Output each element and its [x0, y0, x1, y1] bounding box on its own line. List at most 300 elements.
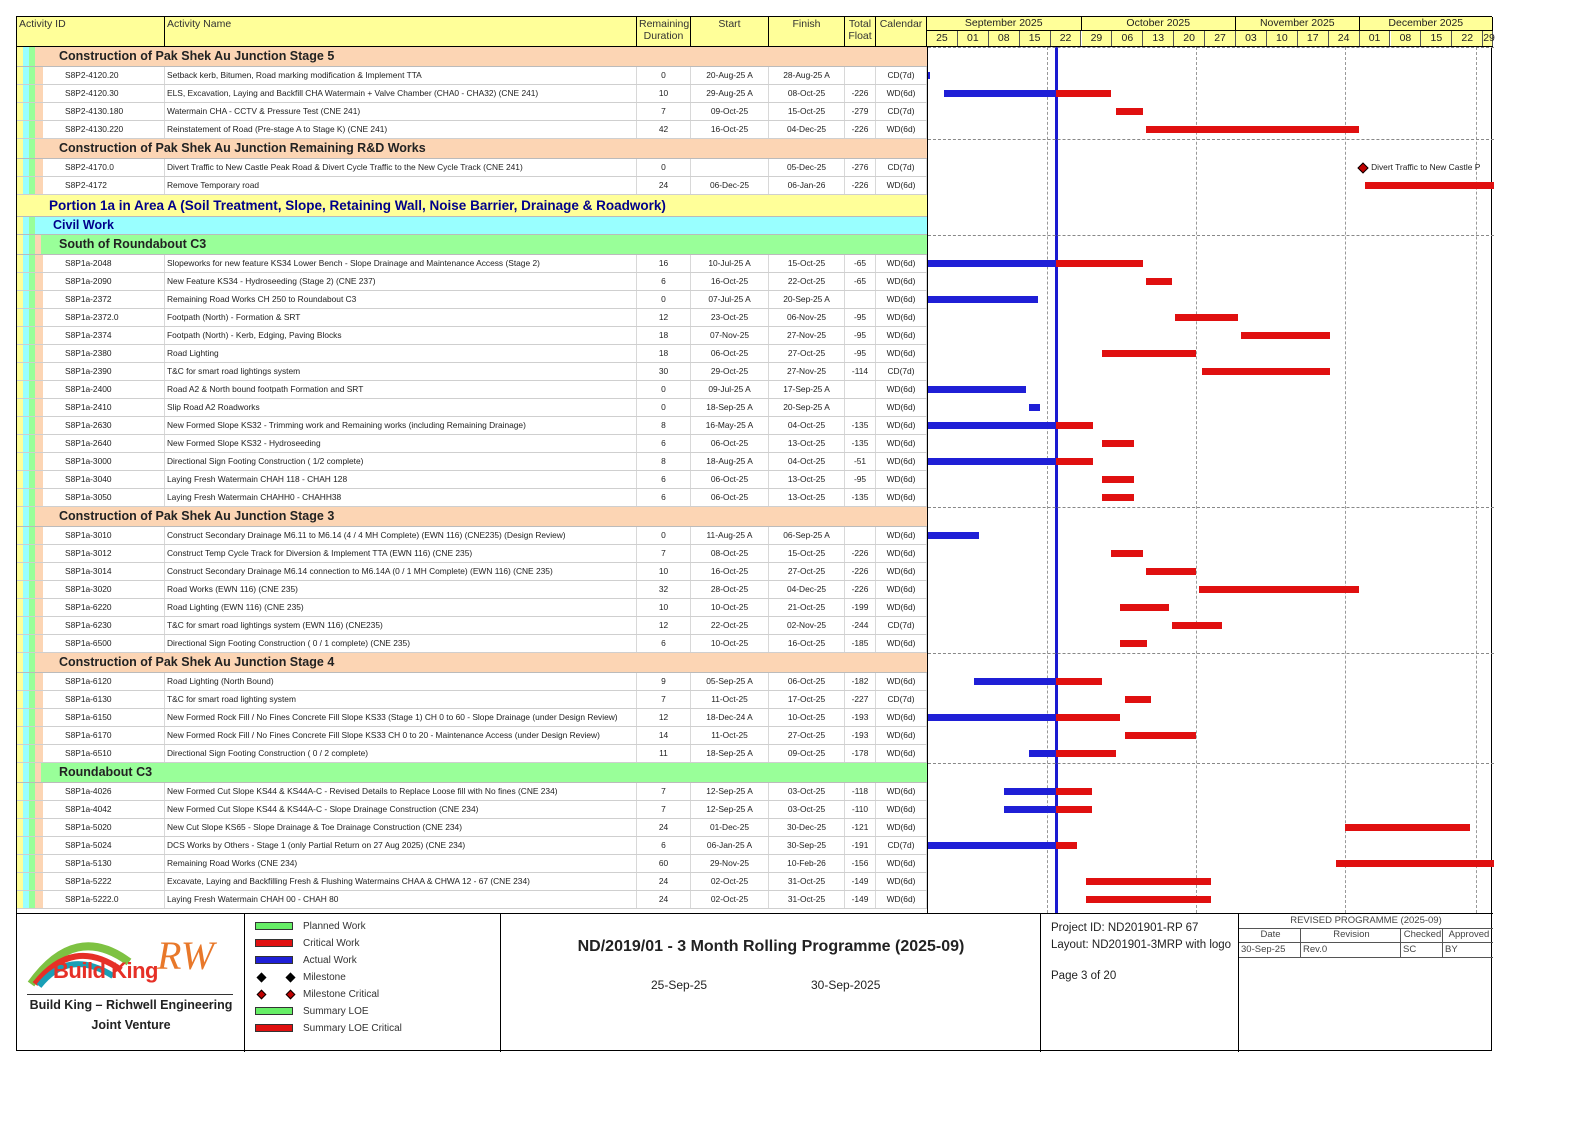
activity-row[interactable] [17, 801, 927, 819]
activity-row[interactable] [17, 691, 927, 709]
activity-row[interactable] [17, 471, 927, 489]
gantt-gridline [1476, 47, 1477, 913]
calendar: WD(6d) [876, 85, 927, 102]
actual-work-bar[interactable] [1029, 750, 1056, 757]
activity-name: T&C for smart road lightings system [165, 363, 637, 380]
start-date: 12-Sep-25 A [691, 801, 769, 818]
activity-id: S8P2-4120.30 [43, 85, 165, 102]
total-float: -178 [845, 745, 876, 762]
wbs-group-label: Construction of Pak Shek Au Junction Remaining R&D Works [59, 141, 426, 155]
activity-row[interactable] [17, 727, 927, 745]
timescale-month: November 2025 [1236, 17, 1360, 31]
activity-name: Road Lighting [165, 345, 637, 362]
start-date: 11-Oct-25 [691, 691, 769, 708]
activity-name: Road Works (EWN 116) (CNE 235) [165, 581, 637, 598]
critical-work-bar[interactable] [1125, 732, 1197, 739]
critical-work-bar[interactable] [1199, 586, 1358, 593]
activity-row[interactable] [17, 121, 927, 139]
critical-work-bar[interactable] [1125, 696, 1152, 703]
finish-date: 17-Oct-25 [769, 691, 845, 708]
critical-work-bar[interactable] [1111, 550, 1142, 557]
logo-wordmark: Build King [53, 958, 158, 983]
legend-label: Critical Work [303, 938, 360, 949]
company-name: Build King – Richwell Engineering [29, 998, 233, 1012]
critical-work-bar[interactable] [1365, 182, 1494, 189]
activity-row[interactable] [17, 819, 927, 837]
finish-date: 13-Oct-25 [769, 471, 845, 488]
legend-label: Summary LOE [303, 1006, 369, 1017]
critical-work-bar[interactable] [1056, 806, 1092, 813]
total-float: -191 [845, 837, 876, 854]
activity-name: Laying Fresh Watermain CHAHH0 - CHAHH38 [165, 489, 637, 506]
remaining-duration: 7 [637, 691, 691, 708]
critical-work-bar[interactable] [1056, 458, 1093, 465]
critical-work-bar[interactable] [1120, 604, 1169, 611]
activity-row[interactable] [17, 783, 927, 801]
finish-date: 13-Oct-25 [769, 435, 845, 452]
timescale-week: 13 [1143, 31, 1174, 46]
calendar: WD(6d) [876, 255, 927, 272]
critical-work-bar[interactable] [1056, 842, 1077, 849]
actual-work-bar[interactable] [928, 842, 1056, 849]
activity-row[interactable] [17, 891, 927, 909]
critical-work-bar[interactable] [1056, 260, 1142, 267]
wbs-group-label: South of Roundabout C3 [59, 237, 207, 251]
finish-date: 15-Oct-25 [769, 545, 845, 562]
timescale-month: September 2025 [927, 17, 1082, 31]
timescale-week: 15 [1421, 31, 1452, 46]
critical-work-bar[interactable] [1056, 714, 1120, 721]
activity-row[interactable] [17, 291, 927, 309]
remaining-duration: 7 [637, 783, 691, 800]
critical-work-bar[interactable] [1102, 440, 1133, 447]
total-float: -279 [845, 103, 876, 120]
calendar: WD(6d) [876, 745, 927, 762]
remaining-duration: 0 [637, 291, 691, 308]
activity-row[interactable] [17, 255, 927, 273]
calendar: WD(6d) [876, 563, 927, 580]
start-date: 09-Oct-25 [691, 103, 769, 120]
calendar: WD(6d) [876, 891, 927, 908]
finish-date: 03-Oct-25 [769, 801, 845, 818]
legend-diamond-icon [257, 990, 267, 1000]
finish-date: 21-Oct-25 [769, 599, 845, 616]
start-date: 06-Jan-25 A [691, 837, 769, 854]
activity-name: Construct Temp Cycle Track for Diversion & Implement TTA (EWN 116) (CNE 235) [165, 545, 637, 562]
activity-row[interactable] [17, 563, 927, 581]
revision-table [1239, 914, 1493, 1052]
calendar: WD(6d) [876, 309, 927, 326]
actual-work-bar[interactable] [928, 422, 1056, 429]
activity-name: Laying Fresh Watermain CHAH 118 - CHAH 128 [165, 471, 637, 488]
project-id: Project ID: ND201901-RP 67 [1051, 922, 1199, 934]
total-float: -227 [845, 691, 876, 708]
critical-work-bar[interactable] [1056, 788, 1092, 795]
activity-name: Road A2 & North bound footpath Formation and SRT [165, 381, 637, 398]
calendar: WD(6d) [876, 599, 927, 616]
calendar: WD(6d) [876, 819, 927, 836]
remaining-duration: 6 [637, 837, 691, 854]
calendar: WD(6d) [876, 581, 927, 598]
activity-id: S8P1a-6120 [43, 673, 165, 690]
total-float: -135 [845, 417, 876, 434]
activity-name: New Formed Cut Slope KS44 & KS44A-C - Revised Details to Replace Loose fill with No fines (CNE 234) [165, 783, 637, 800]
activity-id: S8P1a-3010 [43, 527, 165, 544]
finish-date: 04-Dec-25 [769, 121, 845, 138]
col-header-activity-name[interactable]: Activity Name [165, 17, 637, 46]
activity-row[interactable] [17, 103, 927, 121]
start-date: 08-Oct-25 [691, 545, 769, 562]
activity-row[interactable] [17, 837, 927, 855]
remaining-duration: 10 [637, 563, 691, 580]
calendar: CD(7d) [876, 617, 927, 634]
start-date: 06-Oct-25 [691, 345, 769, 362]
remaining-duration: 12 [637, 709, 691, 726]
activity-id: S8P1a-3050 [43, 489, 165, 506]
calendar: CD(7d) [876, 67, 927, 84]
remaining-duration: 30 [637, 363, 691, 380]
remaining-duration: 0 [637, 527, 691, 544]
start-date: 22-Oct-25 [691, 617, 769, 634]
activity-id: S8P1a-2372 [43, 291, 165, 308]
activity-id: S8P1a-6150 [43, 709, 165, 726]
total-float: -65 [845, 273, 876, 290]
total-float: -95 [845, 309, 876, 326]
activity-name: T&C for smart road lightings system (EWN 116) (CNE235) [165, 617, 637, 634]
total-float: -226 [845, 563, 876, 580]
activity-id: S8P1a-2640 [43, 435, 165, 452]
finish-date: 06-Sep-25 A [769, 527, 845, 544]
activity-name: Construct Secondary Drainage M6.11 to M6.14 (4 / 4 MH Complete) (EWN 116) (CNE235) (Design Review) [165, 527, 637, 544]
critical-work-bar[interactable] [1102, 494, 1133, 501]
wbs-group-row[interactable] [17, 47, 927, 67]
activity-name: New Formed Rock Fill / No Fines Concrete Fill Slope KS33 CH 0 to 20 - Maintenance Access (under Design Review) [165, 727, 637, 744]
critical-work-bar[interactable] [1102, 476, 1133, 483]
activity-row[interactable] [17, 545, 927, 563]
milestone-label: Divert Traffic to New Castle P [1371, 162, 1481, 172]
actual-work-bar[interactable] [928, 714, 1056, 721]
remaining-duration: 24 [637, 177, 691, 194]
remaining-duration: 18 [637, 327, 691, 344]
activity-id: S8P1a-2048 [43, 255, 165, 272]
activity-row[interactable] [17, 273, 927, 291]
activity-row[interactable] [17, 673, 927, 691]
col-header-calendar[interactable]: Calendar [876, 17, 927, 46]
start-date: 11-Oct-25 [691, 727, 769, 744]
total-float: -226 [845, 581, 876, 598]
calendar: WD(6d) [876, 727, 927, 744]
activity-row[interactable] [17, 709, 927, 727]
footer [17, 913, 1493, 1052]
finish-date: 27-Nov-25 [769, 363, 845, 380]
critical-work-bar[interactable] [1336, 860, 1494, 867]
activity-row[interactable] [17, 581, 927, 599]
col-header-total-float[interactable]: Total Float [845, 17, 876, 46]
total-float: -149 [845, 891, 876, 908]
critical-work-bar[interactable] [1146, 278, 1173, 285]
calendar: WD(6d) [876, 635, 927, 652]
timescale-week: 08 [989, 31, 1020, 46]
activity-row[interactable] [17, 345, 927, 363]
remaining-duration: 42 [637, 121, 691, 138]
activity-row[interactable] [17, 855, 927, 873]
activity-row[interactable] [17, 635, 927, 653]
activity-row[interactable] [17, 67, 927, 85]
layout-name: Layout: ND201901-3MRP with logo [1051, 939, 1232, 951]
total-float: -110 [845, 801, 876, 818]
start-date: 09-Jul-25 A [691, 381, 769, 398]
actual-work-bar[interactable] [974, 678, 1056, 685]
activity-row[interactable] [17, 177, 927, 195]
critical-work-bar[interactable] [1056, 750, 1116, 757]
remaining-duration: 7 [637, 801, 691, 818]
col-header-remaining-duration[interactable]: Remaining Duration [637, 17, 691, 46]
activity-row[interactable] [17, 617, 927, 635]
critical-work-bar[interactable] [1175, 314, 1238, 321]
total-float: -65 [845, 255, 876, 272]
start-date: 29-Oct-25 [691, 363, 769, 380]
legend-diamond-icon [286, 990, 296, 1000]
activity-name: Footpath (North) - Kerb, Edging, Paving Blocks [165, 327, 637, 344]
activity-row[interactable] [17, 309, 927, 327]
finish-date: 13-Oct-25 [769, 489, 845, 506]
activity-row[interactable] [17, 399, 927, 417]
actual-work-bar[interactable] [928, 386, 1026, 393]
col-header-activity-id[interactable]: Activity ID [17, 17, 165, 46]
actual-work-bar[interactable] [928, 532, 979, 539]
activity-id: S8P1a-5222 [43, 873, 165, 890]
start-date: 07-Nov-25 [691, 327, 769, 344]
actual-work-bar[interactable] [944, 90, 1056, 97]
gantt-group-divider [928, 763, 1494, 764]
start-date: 05-Sep-25 A [691, 673, 769, 690]
start-date: 06-Dec-25 [691, 177, 769, 194]
finish-date: 10-Feb-26 [769, 855, 845, 872]
revision-title: REVISED PROGRAMME (2025-09) [1239, 914, 1493, 929]
activity-row[interactable] [17, 363, 927, 381]
actual-work-bar[interactable] [928, 296, 1038, 303]
finish-date: 27-Oct-25 [769, 727, 845, 744]
activity-id: S8P1a-3012 [43, 545, 165, 562]
activity-name: Remaining Road Works (CNE 234) [165, 855, 637, 872]
activity-id: S8P1a-3014 [43, 563, 165, 580]
activity-row[interactable] [17, 599, 927, 617]
rev-header-checked: Checked [1401, 928, 1443, 943]
activity-name: New Formed Cut Slope KS44 & KS44A-C - Slope Drainage Construction (CNE 234) [165, 801, 637, 818]
col-header-start[interactable]: Start [691, 17, 769, 46]
actual-work-bar[interactable] [928, 458, 1056, 465]
start-date: 10-Oct-25 [691, 599, 769, 616]
legend-label: Milestone Critical [303, 989, 380, 1000]
finish-date: 09-Oct-25 [769, 745, 845, 762]
activity-id: S8P1a-5222.0 [43, 891, 165, 908]
critical-work-bar[interactable] [1116, 108, 1143, 115]
gantt-chart [927, 47, 1493, 913]
calendar: WD(6d) [876, 783, 927, 800]
calendar: WD(6d) [876, 855, 927, 872]
finish-date: 15-Oct-25 [769, 255, 845, 272]
remaining-duration: 10 [637, 599, 691, 616]
activity-id: S8P1a-2380 [43, 345, 165, 362]
legend-swatch [255, 922, 293, 930]
start-date: 16-Oct-25 [691, 273, 769, 290]
activity-id: S8P1a-4026 [43, 783, 165, 800]
critical-work-bar[interactable] [1202, 368, 1330, 375]
wbs-group-row[interactable] [17, 653, 927, 673]
critical-work-bar[interactable] [1056, 678, 1102, 685]
activity-name: Directional Sign Footing Construction ( 1/2 complete) [165, 453, 637, 470]
critical-work-bar[interactable] [1172, 622, 1221, 629]
critical-work-bar[interactable] [1146, 568, 1197, 575]
activity-name: Watermain CHA - CCTV & Pressure Test (CNE 241) [165, 103, 637, 120]
calendar: CD(7d) [876, 159, 927, 176]
legend-diamond-icon [286, 973, 296, 983]
activity-name: Footpath (North) - Formation & SRT [165, 309, 637, 326]
activity-name: ELS, Excavation, Laying and Backfill CHA Watermain + Valve Chamber (CHA0 - CHA32) (CNE 241) [165, 85, 637, 102]
calendar: WD(6d) [876, 801, 927, 818]
activity-row[interactable] [17, 417, 927, 435]
legend-label: Summary LOE Critical [303, 1023, 402, 1034]
critical-work-bar[interactable] [1086, 896, 1211, 903]
activity-id: S8P2-4120.20 [43, 67, 165, 84]
finish-date: 03-Oct-25 [769, 783, 845, 800]
activity-row[interactable] [17, 327, 927, 345]
company-subtitle: Joint Venture [91, 1018, 171, 1032]
critical-work-bar[interactable] [1345, 824, 1470, 831]
calendar: WD(6d) [876, 417, 927, 434]
wbs-group-row[interactable] [17, 139, 927, 159]
legend [245, 914, 501, 1052]
print-date: 25-Sep-25 [651, 978, 708, 992]
start-date: 11-Aug-25 A [691, 527, 769, 544]
total-float: -95 [845, 471, 876, 488]
remaining-duration: 6 [637, 489, 691, 506]
critical-work-bar[interactable] [1241, 332, 1330, 339]
critical-work-bar[interactable] [1120, 640, 1147, 647]
start-date: 20-Aug-25 A [691, 67, 769, 84]
finish-date: 05-Dec-25 [769, 159, 845, 176]
remaining-duration: 24 [637, 819, 691, 836]
total-float [845, 291, 876, 308]
activity-name: New Feature KS34 - Hydroseeding (Stage 2) (CNE 237) [165, 273, 637, 290]
total-float [845, 381, 876, 398]
calendar: CD(7d) [876, 837, 927, 854]
activity-row[interactable] [17, 435, 927, 453]
finish-date: 30-Sep-25 [769, 837, 845, 854]
page-number: Page 3 of 20 [1051, 970, 1117, 982]
calendar: WD(6d) [876, 273, 927, 290]
col-header-finish[interactable]: Finish [769, 17, 845, 46]
calendar: WD(6d) [876, 489, 927, 506]
legend-swatch [255, 1024, 293, 1032]
start-date: 07-Jul-25 A [691, 291, 769, 308]
wbs-group-row[interactable] [17, 217, 927, 235]
activity-row[interactable] [17, 159, 927, 177]
finish-date: 06-Jan-26 [769, 177, 845, 194]
activity-name: Excavate, Laying and Backfilling Fresh & Flushing Watermains CHAA & CHWA 12 - 67 (CNE 234) [165, 873, 637, 890]
start-date [691, 159, 769, 176]
calendar: WD(6d) [876, 177, 927, 194]
calendar: WD(6d) [876, 527, 927, 544]
finish-date: 08-Oct-25 [769, 85, 845, 102]
critical-work-bar[interactable] [1146, 126, 1359, 133]
critical-work-bar[interactable] [1056, 90, 1111, 97]
critical-milestone-diamond[interactable] [1357, 162, 1368, 173]
total-float: -244 [845, 617, 876, 634]
activity-row[interactable] [17, 873, 927, 891]
activity-row[interactable] [17, 85, 927, 103]
total-float: -182 [845, 673, 876, 690]
start-date: 29-Nov-25 [691, 855, 769, 872]
activity-id: S8P2-4172 [43, 177, 165, 194]
logo-block [17, 914, 245, 1052]
remaining-duration: 6 [637, 435, 691, 452]
schedule-sheet [16, 16, 1495, 1051]
finish-date: 30-Dec-25 [769, 819, 845, 836]
activity-row[interactable] [17, 489, 927, 507]
timescale-week: 27 [1205, 31, 1236, 46]
remaining-duration: 9 [637, 673, 691, 690]
activity-id: S8P1a-2630 [43, 417, 165, 434]
activity-name: New Formed Slope KS32 - Hydroseeding [165, 435, 637, 452]
finish-date: 17-Sep-25 A [769, 381, 845, 398]
activity-name: Setback kerb, Bitumen, Road marking modification & Implement TTA [165, 67, 637, 84]
activity-row[interactable] [17, 527, 927, 545]
start-date: 18-Dec-24 A [691, 709, 769, 726]
actual-work-bar[interactable] [1004, 806, 1056, 813]
calendar: WD(6d) [876, 345, 927, 362]
data-date: 30-Sep-2025 [811, 978, 881, 992]
activity-id: S8P2-4130.220 [43, 121, 165, 138]
critical-work-bar[interactable] [1056, 422, 1093, 429]
critical-work-bar[interactable] [1086, 878, 1211, 885]
wbs-group-label: Portion 1a in Area A (Soil Treatment, Slope, Retaining Wall, Noise Barrier, Drainage & Roadwork) [49, 198, 666, 213]
activity-name: New Formed Rock Fill / No Fines Concrete Fill Slope KS33 (Stage 1) CH 0 to 60 - Slope Drainage (under Design Review) [165, 709, 637, 726]
activity-id: S8P2-4130.180 [43, 103, 165, 120]
finish-date: 04-Oct-25 [769, 453, 845, 470]
total-float: -226 [845, 85, 876, 102]
legend-label: Actual Work [303, 955, 357, 966]
activity-row[interactable] [17, 745, 927, 763]
total-float: -121 [845, 819, 876, 836]
activity-row[interactable] [17, 381, 927, 399]
activity-row[interactable] [17, 453, 927, 471]
total-float [845, 67, 876, 84]
logo-monogram: RW [157, 933, 215, 978]
wbs-group-row[interactable] [17, 507, 927, 527]
total-float: -185 [845, 635, 876, 652]
total-float: -199 [845, 599, 876, 616]
finish-date: 06-Nov-25 [769, 309, 845, 326]
start-date: 10-Oct-25 [691, 635, 769, 652]
programme-title: ND/2019/01 - 3 Month Rolling Programme (2025-09) [577, 938, 965, 955]
start-date: 16-May-25 A [691, 417, 769, 434]
actual-work-bar[interactable] [1029, 404, 1039, 411]
actual-work-bar[interactable] [928, 260, 1056, 267]
activity-name: Road Lighting (North Bound) [165, 673, 637, 690]
wbs-group-row[interactable] [17, 235, 927, 255]
remaining-duration: 6 [637, 635, 691, 652]
critical-work-bar[interactable] [1102, 350, 1196, 357]
activity-id: S8P1a-2410 [43, 399, 165, 416]
wbs-group-label: Roundabout C3 [59, 765, 153, 779]
actual-work-bar[interactable] [928, 72, 930, 79]
wbs-group-row[interactable] [17, 763, 927, 783]
activity-id: S8P1a-2372.0 [43, 309, 165, 326]
wbs-group-row[interactable] [17, 195, 927, 217]
actual-work-bar[interactable] [1004, 788, 1056, 795]
legend-label: Planned Work [303, 921, 366, 932]
